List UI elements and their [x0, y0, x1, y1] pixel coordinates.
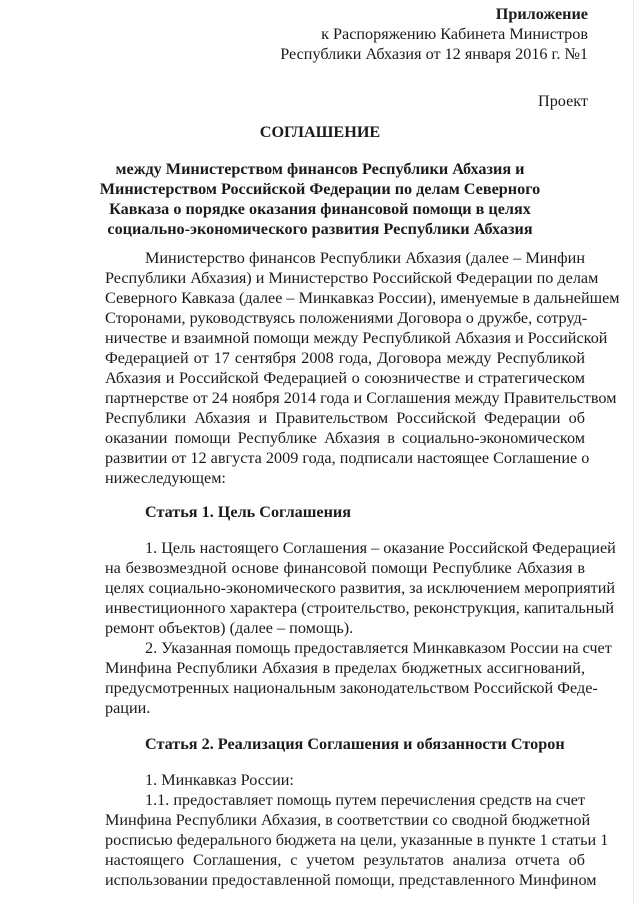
draft-label: Проект	[538, 92, 588, 110]
preamble-line: Северного Кавказа (далее – Минкавказ России), именуемые в дальнейшем	[105, 289, 620, 307]
preamble-line: Министерство финансов Республики Абхазия (далее – Минфин	[145, 249, 585, 267]
article-1-heading: Статья 1. Цель Соглашения	[145, 503, 352, 521]
article-1-line: рации.	[105, 699, 151, 717]
article-2-line: 1.1. предоставляет помощь путем перечисления средств на счет	[145, 791, 586, 809]
subtitle-line: Министерством Российской Федерации по делам Северного	[99, 180, 541, 198]
article-2-line: настоящего Соглашения, с учетом результатов анализа отчета об	[105, 851, 585, 869]
article-1-line: на безвозмездной основе финансовой помощи Республике Абхазия в	[105, 559, 585, 577]
article-1-line: 2. Указанная помощь предоставляется Минкавказом России на счет	[145, 639, 612, 657]
preamble-line: ничестве и взаимной помощи между Республикой Абхазия и Российской	[105, 329, 608, 347]
article-1-line: целях социально-экономического развития, за исключением мероприятий	[105, 579, 616, 597]
preamble-line: Федерацией от 17 сентября 2008 года, Договора между Республикой	[105, 349, 585, 367]
appendix-title: Приложение	[495, 5, 588, 23]
article-2-heading: Статья 2. Реализация Соглашения и обязанности Сторон	[145, 735, 565, 753]
article-2-line: росписью федерального бюджета на цели, указанные в пункте 1 статьи 1	[105, 831, 609, 849]
article-2-line: Минфина Республики Абхазия, в соответствии со сводной бюджетной	[105, 811, 591, 829]
appendix-line-2: Республики Абхазия от 12 января 2016 г. №1	[280, 45, 588, 63]
preamble-line: развитии от 12 августа 2009 года, подписали настоящее Соглашение о	[105, 449, 590, 467]
preamble-line: Республики Абхазия и Правительством Российской Федерации об	[105, 409, 585, 427]
preamble-line: нижеследующем:	[105, 469, 226, 487]
subtitle-line: социально-экономического развития Республики Абхазия	[107, 220, 533, 238]
preamble-line: Республики Абхазия) и Министерство Российской Федерации по делам	[105, 269, 599, 287]
article-1-line: инвестиционного характера (строительство, реконструкция, капитальный	[105, 599, 614, 617]
preamble-line: партнерстве от 24 ноября 2014 года и Соглашения между Правительством	[105, 389, 617, 407]
article-1-line: предусмотренных национальным законодательством Российской Феде-	[105, 679, 598, 697]
preamble-line: Абхазия и Российской Федерацией о союзничестве и стратегическом	[105, 369, 585, 387]
article-1-line: ремонт объектов) (далее – помощь).	[105, 619, 354, 637]
appendix-line-1: к Распоряжению Кабинета Министров	[321, 25, 588, 43]
preamble-line: Сторонами, руководствуясь положениями Договора о дружбе, сотруд-	[105, 309, 588, 327]
article-1-line: 1. Цель настоящего Соглашения – оказание Российской Федерацией	[145, 539, 616, 557]
preamble-line: оказании помощи Республике Абхазия в социально-экономическом	[105, 429, 585, 447]
article-2-item-1: 1. Минкавказ России:	[145, 771, 294, 789]
article-1-line: Минфина Республики Абхазия в пределах бюджетных ассигнований,	[105, 659, 585, 677]
subtitle-line: между Министерством финансов Республики Абхазия и	[115, 160, 525, 178]
document-title: СОГЛАШЕНИЕ	[259, 123, 381, 141]
subtitle-line: Кавказа о порядке оказания финансовой помощи в целях	[109, 200, 531, 218]
article-2-line: использовании предоставленной помощи, представленного Минфином	[105, 871, 597, 889]
